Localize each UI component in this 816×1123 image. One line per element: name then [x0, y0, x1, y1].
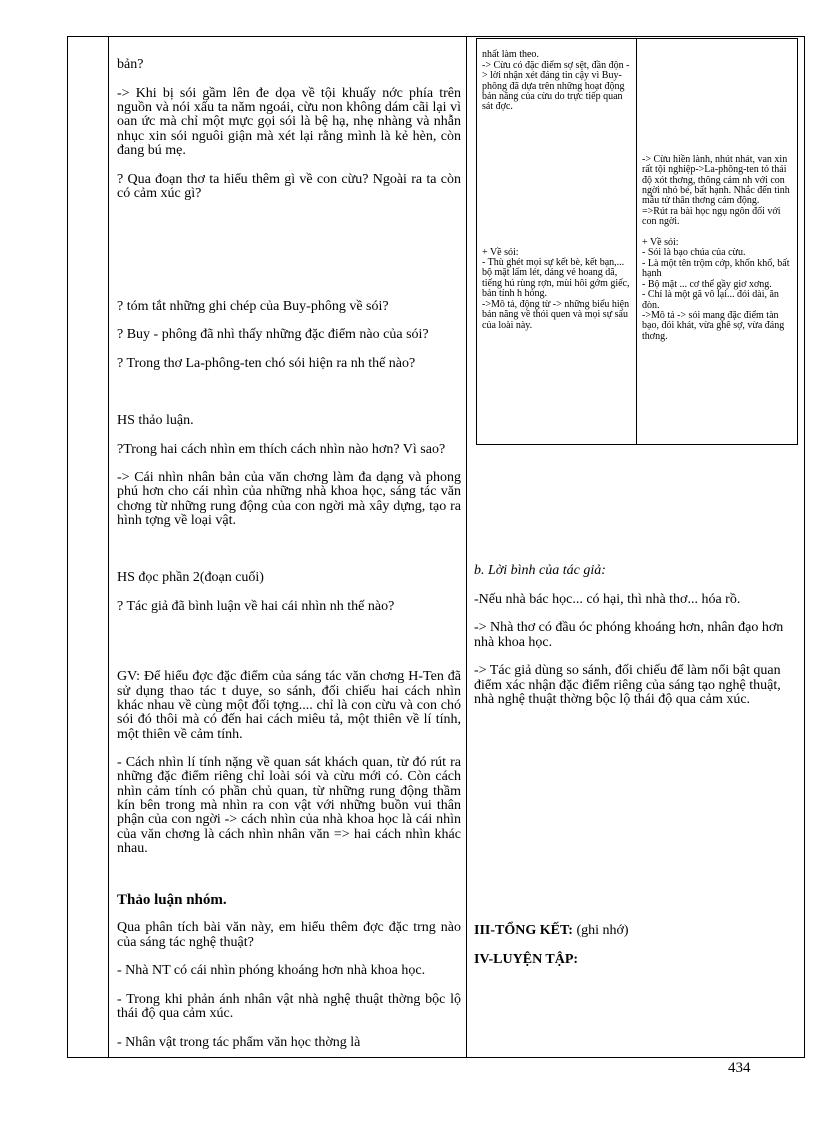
inner-table-bottom: [476, 444, 798, 445]
text-line: ? Buy - phông đã nhì thấy những đặc điểm nào của sói?: [117, 327, 429, 343]
text-line: -Nếu nhà bác học... có hại, thì nhà thơ... hóa rồ.: [474, 591, 741, 607]
text-line: ? Trong thơ La-phông-ten chó sói hiện ra nh thế nào?: [117, 356, 416, 372]
summary-note: (ghi nhớ): [572, 923, 629, 939]
inner-text: + Về sói: - Thù ghét mọi sự kết bè, kết bạn,... bộ mặt lấm lét, dáng vẻ hoang dã, tiếng hú rùng rợn, mùi hôi gớm giếc, bản tính h hỏng. ->Mô tả, động từ -> những biểu hiện bản năng về thói quen và mọi sự sấu của loài này.: [482, 246, 630, 331]
text-line: HS đọc phần 2(đoạn cuối): [117, 569, 264, 585]
text-line: -> Tác giả dùng so sánh, đối chiếu để làm nổi bật quan điểm xác nhận đặc điểm riêng của sáng tạo nghệ thuật, nhà nghệ thuật thờng bộc lộ thái độ qua cảm xúc.: [474, 663, 781, 707]
column-divider-1: [108, 36, 109, 1058]
table-left-border: [67, 36, 68, 1058]
column-divider-2: [466, 36, 467, 1058]
text-line: GV: Để hiểu đợc đặc điểm của sáng tác văn chơng H-Ten đã sử dụng thao tác t duye, so sánh, đối chiếu hai cách nhìn khác nhau về cùng một đối tợng.... chỉ là con cừu và con chó sói đó thôi mà có đến hai cách miêu tả, một thiên về lí tính, một thiên về cảm tính.: [117, 669, 461, 742]
page-number: 434: [728, 1060, 751, 1076]
author-commentary: [474, 550, 799, 722]
text-line: -> Khi bị sói gầm lên đe dọa về tội khuấy nớc phía trên nguồn và nói xấu ta năm ngoái, cừu non không dám cãi lại vì oan ức mà chỉ một mực gọi sói là bệ hạ, nhẹ nhàng và nhẫn nhục xin sói nguôi giận mà xét lại rằng mình là kẻ hèn, còn đang bú mẹ.: [117, 85, 461, 159]
text-line: HS thảo luận.: [117, 412, 194, 428]
text-line: ?Trong hai cách nhìn em thích cách nhìn nào hơn? Vì sao?: [117, 441, 446, 457]
section-title: b. Lời bình của tác giả:: [474, 563, 606, 579]
inner-table-top: [476, 38, 798, 39]
inner-table-left: [476, 38, 477, 445]
inner-text: -> Cừu hiền lành, nhút nhát, van xin rất tội nghiệp->La-phông-ten tỏ thái độ xót thơng, thông cảm nh với con ngời nhỏ bé, bất hạnh. Nhắc đến tình mẫu tử thân thơng cảm động. =>Rút ra bài học ngụ ngôn đối với con ngời.: [642, 153, 790, 228]
inner-table-right: [797, 38, 798, 445]
inner-table-right-cell: [642, 40, 792, 353]
text-line: ? Qua đoạn thơ ta hiểu thêm gì về con cừu? Ngoài ra ta còn có cảm xúc gì?: [117, 171, 461, 201]
summary-label: III-TỔNG KẾT:: [474, 923, 573, 939]
table-top-border: [67, 36, 805, 37]
summary-section: [474, 910, 799, 981]
text-line: - Nhà NT có cái nhìn phóng khoáng hơn nhà khoa học.: [117, 963, 426, 979]
text-line: -> Nhà thơ có đầu óc phóng khoáng hơn, nhân đạo hơn nhà khoa học.: [474, 620, 784, 650]
group-discussion-heading: Thảo luận nhóm.: [117, 891, 227, 908]
text-line: -> Cái nhìn nhân bản của văn chơng làm đa dạng và phong phú hơn cho cái nhìn của những nhà khoa học, sáng tác văn chơng từ những rung động của con ngời mà xây dựng, tạo ra hình tợng về loại vật.: [117, 470, 461, 529]
inner-text: + Về sói: - Sói là bạo chúa của cừu. - Là một tên trộm cớp, khốn khổ, bất hạnh - Bộ mặt ... cơ thể gầy giơ xơng. - Chỉ là một gã vô lại... đói dài, ăn đòn. ->Mô tả -> sói mang đặc điểm tàn bạo, đói khát, vừa ghê sợ, vừa đáng thơng.: [642, 237, 790, 342]
inner-table-mid: [636, 38, 637, 445]
inner-table-left-cell: [482, 40, 632, 341]
text-line: ? tóm tắt những ghi chép của Buy-phông về sói?: [117, 298, 389, 314]
text-line: Qua phân tích bài văn này, em hiểu thêm đợc đặc trng nào của sáng tác nghệ thuật?: [117, 920, 461, 950]
text-line: - Cách nhìn lí tính nặng về quan sát khách quan, từ đó rút ra những đặc điểm riêng chỉ loài sói và cừu mới có. Còn cách nhìn cảm tính có phần chủ quan, từ những rung động thầm kín bên trong mà nhìn ra con vật với những buồn vui thân phận của con ngời -> cách nhìn của nhà khoa học là cái nhìn của văn chơng là cách nhìn nhân văn => hai cách nhìn khác nhau.: [117, 755, 461, 856]
text-line: - Trong khi phản ánh nhân vật nhà nghệ thuật thờng bộc lộ thái độ qua cảm xúc.: [117, 991, 461, 1022]
inner-text: nhất làm theo. -> Cừu có đặc điểm sợ sệt, đần độn -> lời nhận xét đáng tin cậy vì Buy-phông đã dựa trên những hoạt động bản năng của cừu do trực tiếp quan sát đợc.: [482, 49, 630, 113]
text-line: - Nhân vật trong tác phẩm văn học thờng là: [117, 1034, 361, 1050]
practice-label: IV-LUYỆN TẬP:: [474, 951, 579, 967]
teacher-student-activities: [117, 44, 461, 1064]
text-line: bản?: [117, 57, 144, 73]
table-right-border: [804, 36, 805, 1058]
text-line: ? Tác giả đã bình luận về hai cái nhìn nh thế nào?: [117, 598, 395, 614]
